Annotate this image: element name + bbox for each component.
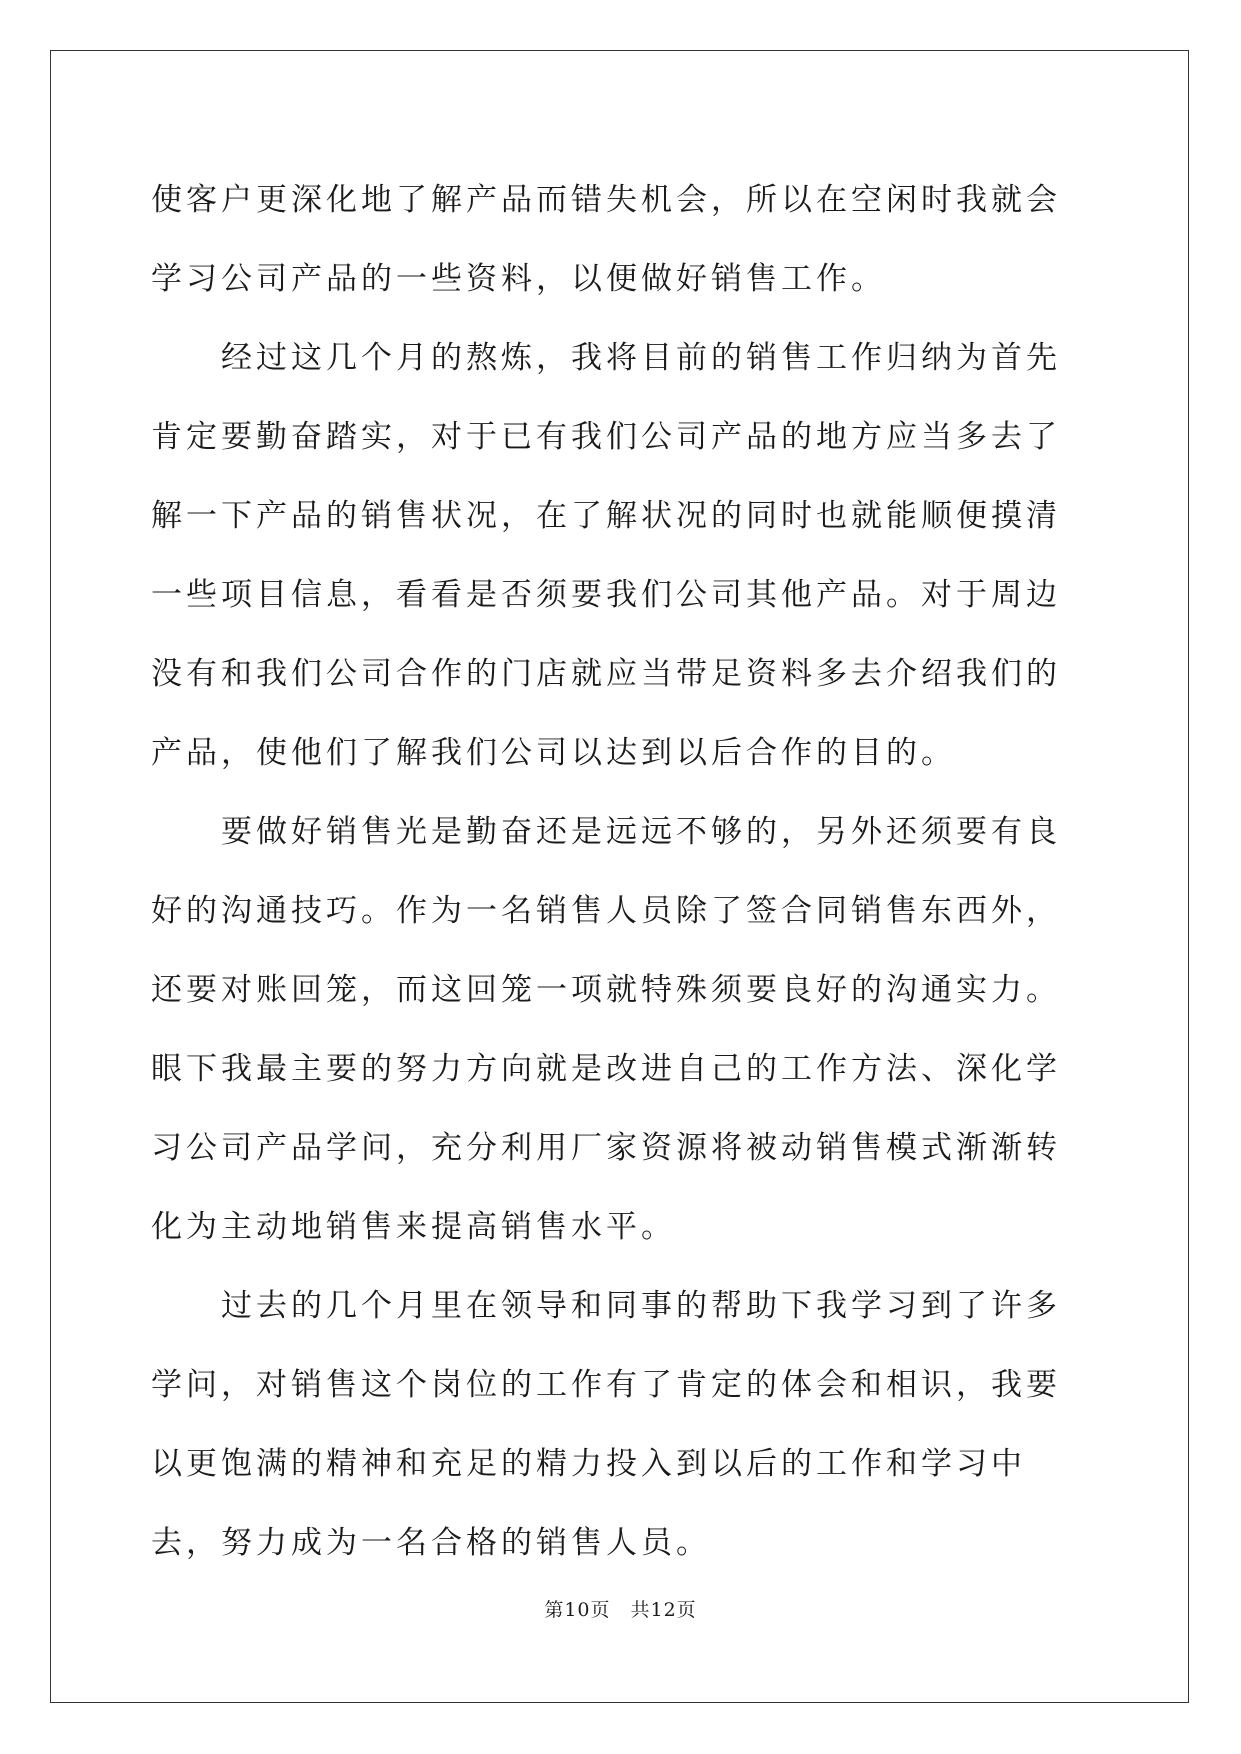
paragraph-2: 经过这几个月的熬炼，我将目前的销售工作归纳为首先肯定要勤奋踏实，对于已有我们公司产品的地方应当多去了解一下产品的销售状况，在了解状况的同时也就能顺便摸清一些项目信息，看看是否须要我们公司其他产品。对于周边没有和我们公司合作的门店就应当带足资料多去介绍我们的产品，使他们了解我们公司以达到以后合作的目的。 [151, 340, 1061, 771]
paragraph-1: 使客户更深化地了解产品而错失机会，所以在空闲时我就会学习公司产品的一些资料，以便做好销售工作。 [151, 182, 1061, 297]
paragraph-4: 过去的几个月里在领导和同事的帮助下我学习到了许多学问，对销售这个岗位的工作有了肯定的体会和相识，我要以更饱满的精神和充足的精力投入到以后的工作和学习中去，努力成为一名合格的销售人员。 [151, 1288, 1061, 1561]
page-number-footer: 第10页 共12页 [544, 1599, 697, 1621]
document-body [151, 161, 1089, 1583]
paragraph-3: 要做好销售光是勤奋还是远远不够的，另外还须要有良好的沟通技巧。作为一名销售人员除了签合同销售东西外，还要对账回笼，而这回笼一项就特殊须要良好的沟通实力。眼下我最主要的努力方向就是改进自己的工作方法、深化学习公司产品学问，充分利用厂家资源将被动销售模式渐渐转化为主动地销售来提高销售水平。 [151, 814, 1061, 1245]
